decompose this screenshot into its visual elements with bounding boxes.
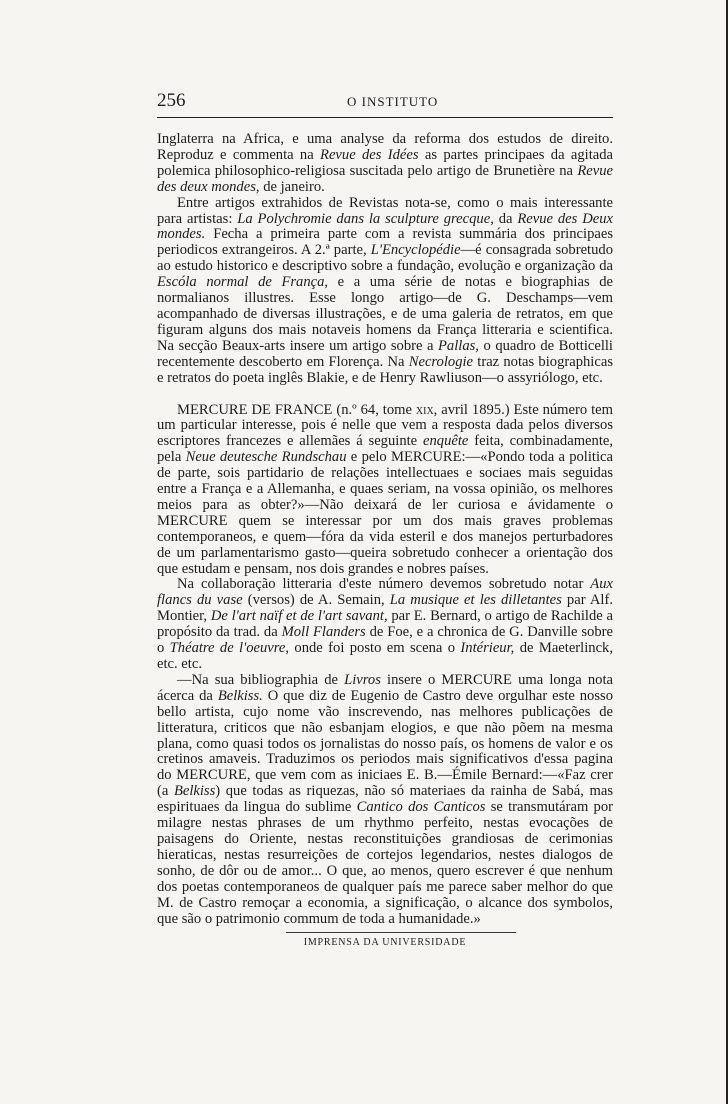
italic-title: La musique et les dilletantes [389, 592, 562, 609]
text-run: ) que todas as riquezas, não só materiaes da rainha de Sabá, mas espirituaes da lingua do sublime [157, 783, 613, 816]
text-run: e a uma série de notas e biographias de normalianos illustres. Esse longo artigo—de G. Deschamps—vem acompanhado de diversas illustrações, e de uma galeria de retratos, em que figuram alguns dos mais notaveis homens da França litteraria e scientifica. Na secção Beaux-arts insere um artigo sobre a [157, 274, 613, 354]
footer-rule [286, 932, 516, 933]
italic-title: Revue des deux mondes, [157, 162, 613, 195]
header-rule [157, 117, 613, 118]
text-run: Inglaterra na Africa, e uma analyse da reforma dos estudos de direito. Reproduz e commenta na [157, 131, 613, 163]
italic-title: Necrologie [408, 353, 474, 370]
text-run: de Foe, e a chronica de G. Danville sobre o [157, 624, 613, 657]
text-run: feita, combinadamente, pela [157, 433, 614, 466]
italic-title: Livros [344, 671, 381, 688]
text-run: da [493, 210, 518, 227]
text-run: de Maeterlinck, etc. etc. [157, 640, 613, 672]
text-run: (versos) de A. Semain, [242, 592, 390, 609]
italic-title: La Polychromie dans la sculpture grecque, [237, 210, 494, 227]
italic-title: Pallas, [438, 337, 479, 354]
text-run: —Na sua bibliographia de [177, 671, 345, 688]
italic-title: Belkiss [173, 783, 216, 800]
italic-title: Cantico dos Canticos [356, 799, 486, 816]
running-head: O INSTITUTO [347, 94, 439, 109]
italic-title: Moll Flanders [281, 624, 366, 641]
text-run: traz notas biographicas e retratos do poeta inglês Blakie, e de Henry Rawliuson—o assyriólogo, etc. [157, 353, 613, 386]
italic-title: Revue des Idées [320, 146, 419, 163]
paragraph [157, 673, 613, 928]
italic-title: Aux flancs du vase [157, 576, 613, 609]
text-run: MERCURE DE FRANCE (n.º 64, tome [177, 401, 416, 418]
page-number: 256 [157, 90, 186, 111]
small-caps-text: xix [415, 401, 434, 418]
text-run: de janeiro. [259, 178, 325, 195]
paragraph [157, 132, 613, 196]
page-header [157, 90, 613, 120]
italic-title: L'Encyclopédie [370, 242, 461, 259]
italic-title: De l'art naïf et de l'art savant, [210, 608, 388, 625]
text-run: e pelo MERCURE:—«Pondo toda a politica de parte, sois partidario de relações intellectuaes e sociaes mais seguidas entre a França e a Allemanha, e quaes seriam, na vossa opinião, os melhores meios para as obter?»—Não deixará de ler curiosa e ávidamente o MERCURE quem se interessar por um dos mais graves problemas contemporaneos, e quem—fóra da vida esteril e dos manejos perturbadores de um parlamentarismo gasto—queira sobretudo conhecer a orientação dos que estudam e pensam, nos dois grandes e nobres países. [157, 449, 613, 577]
body-text [157, 132, 613, 927]
text-run: as partes principaes da agitada polemica philosophico-religiosa suscitada pelo artigo de Brunetière na [157, 146, 613, 179]
text-run: se transmutáram por milagre nestas phrases de um rhythmo perfeito, nestas evocações de paisagens do Oriente, nestas reconstituições grandiosas de cerimonias hieraticas, nestas resurreições de cortejos legendarios, nestes dialogos de sonho, de dôr ou de amor... O que, ao menos, quero escrever é que nenhum dos poetas contemporaneos de qualquer país me parece saber melhor do que M. de Castro remoçar a economia, a significação, o alcance dos symbolos, que são o patrimonio commum de toda a humanidade.» [157, 799, 614, 927]
text-run: , avril 1895.) Este número tem um particular interesse, pois é nelle que vem a resposta dada pelos diversos escriptores francezes e allemães á seguinte [157, 401, 613, 450]
italic-title: Théatre de l'oeuvre, [169, 640, 290, 657]
paragraph [157, 403, 613, 578]
text-run: par E. Bernard, o artigo de Rachilde a propósito da trad. da [157, 608, 613, 641]
italic-title: enquête [423, 433, 469, 450]
text-run: —é consagrada sobretudo ao estudo historico e descriptivo sobre a fundação, evolução e organização da [157, 242, 613, 275]
italic-title: Revue des Deux mondes. [157, 210, 613, 243]
text-run: O que diz de Eugenio de Castro deve orgulhar este nosso bello artista, cujo nome vão inscrevendo, nas melhores publicações de litteratura, criticos que não esbanjam elogios, e que não põem na mesma plana, como quasi todos os jornalistas do nosso país, os homens de valor e os cretinos amaveis. Traduzimos os periodos mais significativos d'essa pagina do MERCURE, que vem com as iniciaes E. B.—Émile Bernard:—«Faz crer (a [157, 687, 613, 800]
printer-imprint: IMPRENSA DA UNIVERSIDADE [303, 937, 467, 948]
text-run: Na collaboração litteraria d'este número devemos sobretudo notar [177, 576, 591, 593]
text-run: Fecha a primeira parte com a revista summária dos principaes periodicos extrangeiros. A 2.ª parte, [157, 226, 613, 259]
text-run: o quadro de Botticelli recentemente descoberto em Florença. Na [157, 337, 613, 370]
text-run: insere o MERCURE uma longa nota ácerca da [157, 671, 613, 704]
italic-title: Belkiss. [217, 687, 263, 704]
text-run: onde foi posto em scena o [289, 640, 461, 657]
paragraph [157, 577, 613, 672]
text-run: par Alf. Montier, [157, 592, 613, 625]
paragraph [157, 196, 613, 387]
italic-title: Escóla normal de França, [157, 274, 329, 291]
text-run: Entre artigos extrahidos de Revistas nota-se, como o mais interessante para artistas: [157, 194, 613, 227]
italic-title: Neue deutesche Rundschau [185, 449, 347, 466]
italic-title: Intérieur, [460, 640, 515, 657]
